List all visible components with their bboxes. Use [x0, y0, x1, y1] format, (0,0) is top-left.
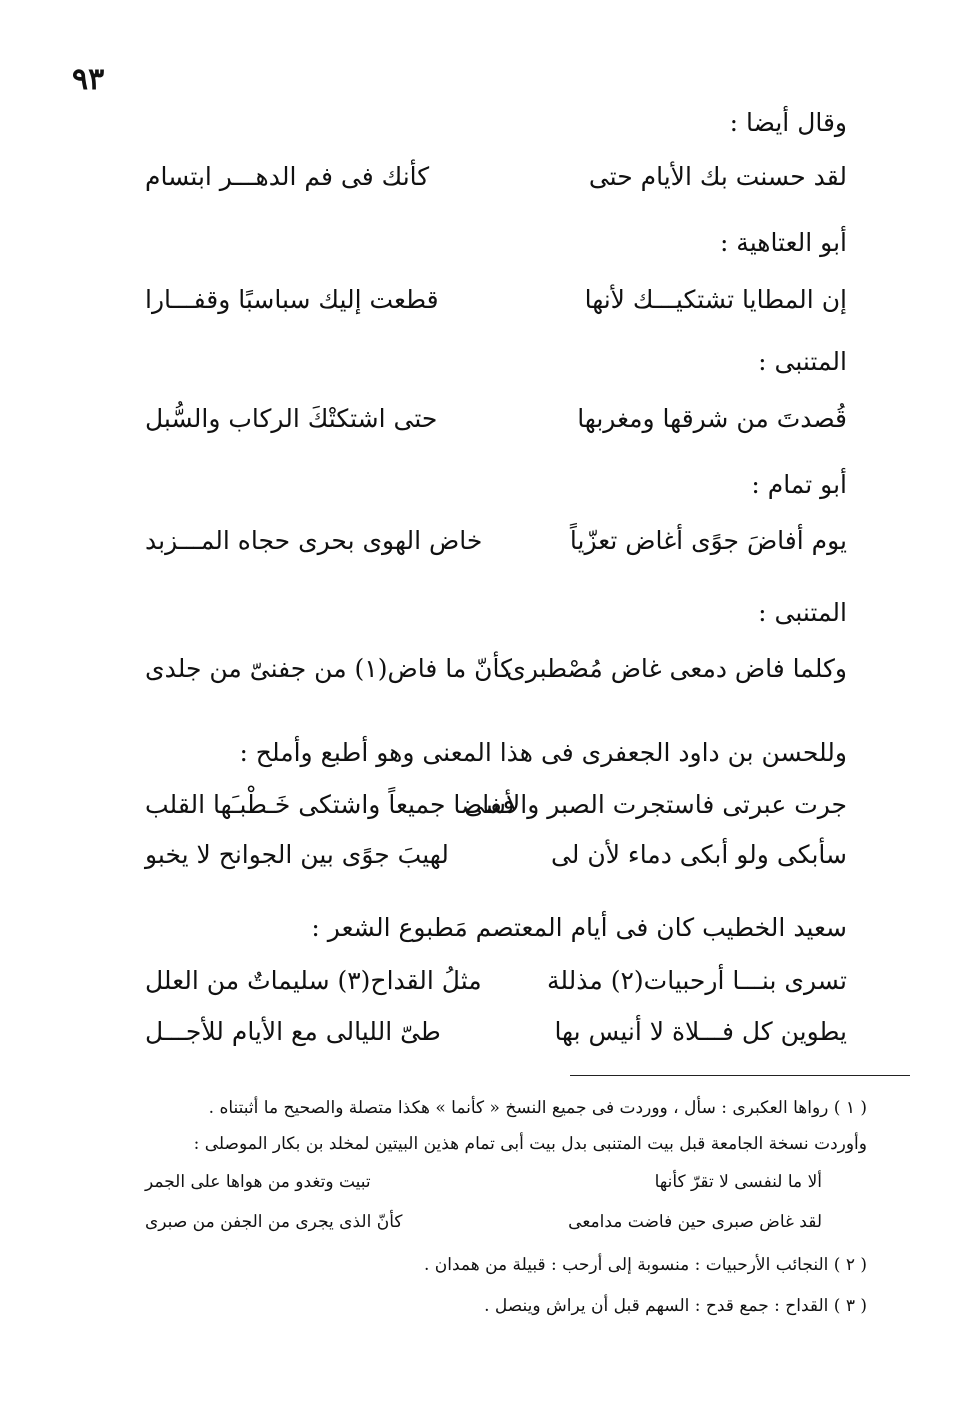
- verse-first-hemistich: جرت عبرتى فاستجرت الصبر والأسى: [464, 790, 847, 819]
- poet-heading: وقال أيضا :: [729, 108, 847, 137]
- poet-heading: وللحسن بن داود الجعفرى فى هذا المعنى وهو أطبع وأملح :: [239, 738, 847, 767]
- poet-heading: سعيد الخطيب كان فى أيام المعتصم مَطبوع الشعر :: [311, 913, 847, 942]
- verse-first-hemistich: سأبكى ولو أبكى دماء لأن لى: [550, 840, 847, 869]
- verse-second-hemistich: خاض الهوى بحرى حجاه المـــزبد: [145, 526, 483, 555]
- verse-first-hemistich: قُصدتَ من شرقها ومغربها: [577, 404, 847, 433]
- poet-heading: المتنبى :: [758, 347, 847, 376]
- footnote-verse-second-hemistich: كأنّ الذى يجرى من الجفن من صبرى: [145, 1212, 403, 1232]
- footnote-2: ( ٢ ) النجائب الأرحبيات : منسوبة إلى أرحب : قبيلة من همدان .: [423, 1255, 867, 1275]
- verse-second-hemistich: مثلُ القداح(٣) سليماتٌ من العلل: [145, 966, 482, 995]
- verse-second-hemistich: كأنّ ما فاض(١) من جفنىّ من جلدى: [145, 654, 513, 683]
- footnote-1-continued: وأوردت نسخة الجامعة قبل بيت المتنبى بدل بيت أبى تمام هذين البيتين لمخلد بن بكار الموصلى :: [193, 1134, 867, 1154]
- page-number: ٩٣: [72, 62, 105, 97]
- footnote-separator: [570, 1075, 910, 1076]
- poet-heading: أبو العتاهية :: [719, 228, 847, 257]
- poet-heading: أبو تمام :: [751, 470, 847, 499]
- verse-second-hemistich: حتى اشتكتْكَ الركاب والسُّبل: [145, 404, 438, 433]
- verse-second-hemistich: لهيبَ جوًى بين الجوانح لا يخبو: [145, 840, 449, 869]
- verse-second-hemistich: ففاضا جميعاً واشتكى خَـطْبـَها القلب: [145, 790, 515, 819]
- verse-first-hemistich: وكلما فاض دمعى غاض مُصْطبرى: [506, 654, 847, 683]
- poet-heading: المتنبى :: [758, 598, 847, 627]
- verse-second-hemistich: كأنك فى فم الدهـــر ابتسام: [145, 162, 430, 191]
- footnote-verse-first-hemistich: ألا ما لنفسى لا تقرّ كأنها: [654, 1172, 822, 1192]
- verse-second-hemistich: قطعت إليك سباسبًا وقفـــارا: [145, 285, 439, 314]
- verse-second-hemistich: طىّ الليالى مع الأيام للأجـــل: [145, 1017, 441, 1046]
- verse-first-hemistich: تسرى بنـــا أرحبيات(٢) مذللة: [546, 966, 847, 995]
- footnote-verse-first-hemistich: لقد غاض صبرى حين فاضت مدامعى: [568, 1212, 822, 1232]
- verse-first-hemistich: يطوين كل فـــلاة لا أنيس بها: [554, 1017, 847, 1046]
- verse-first-hemistich: لقد حسنت بك الأيام حتى: [588, 162, 847, 191]
- footnote-3: ( ٣ ) القداح : جمع قدح : السهم قبل أن يراش وينصل .: [484, 1296, 867, 1316]
- footnote-verse-second-hemistich: تبيت وتغدو من هواها على الجمر: [145, 1172, 371, 1192]
- verse-first-hemistich: إن المطايا تشتكيـــك لأنها: [584, 285, 847, 314]
- footnote-1: ( ١ ) رواها العكبرى : سأل ، ووردت فى جميع النسخ « كأنما » هكذا متصلة والصحيح ما أثبتناه .: [208, 1098, 867, 1118]
- verse-first-hemistich: يوم أفاضَ جوًى أغاض تعزّياً: [569, 526, 847, 555]
